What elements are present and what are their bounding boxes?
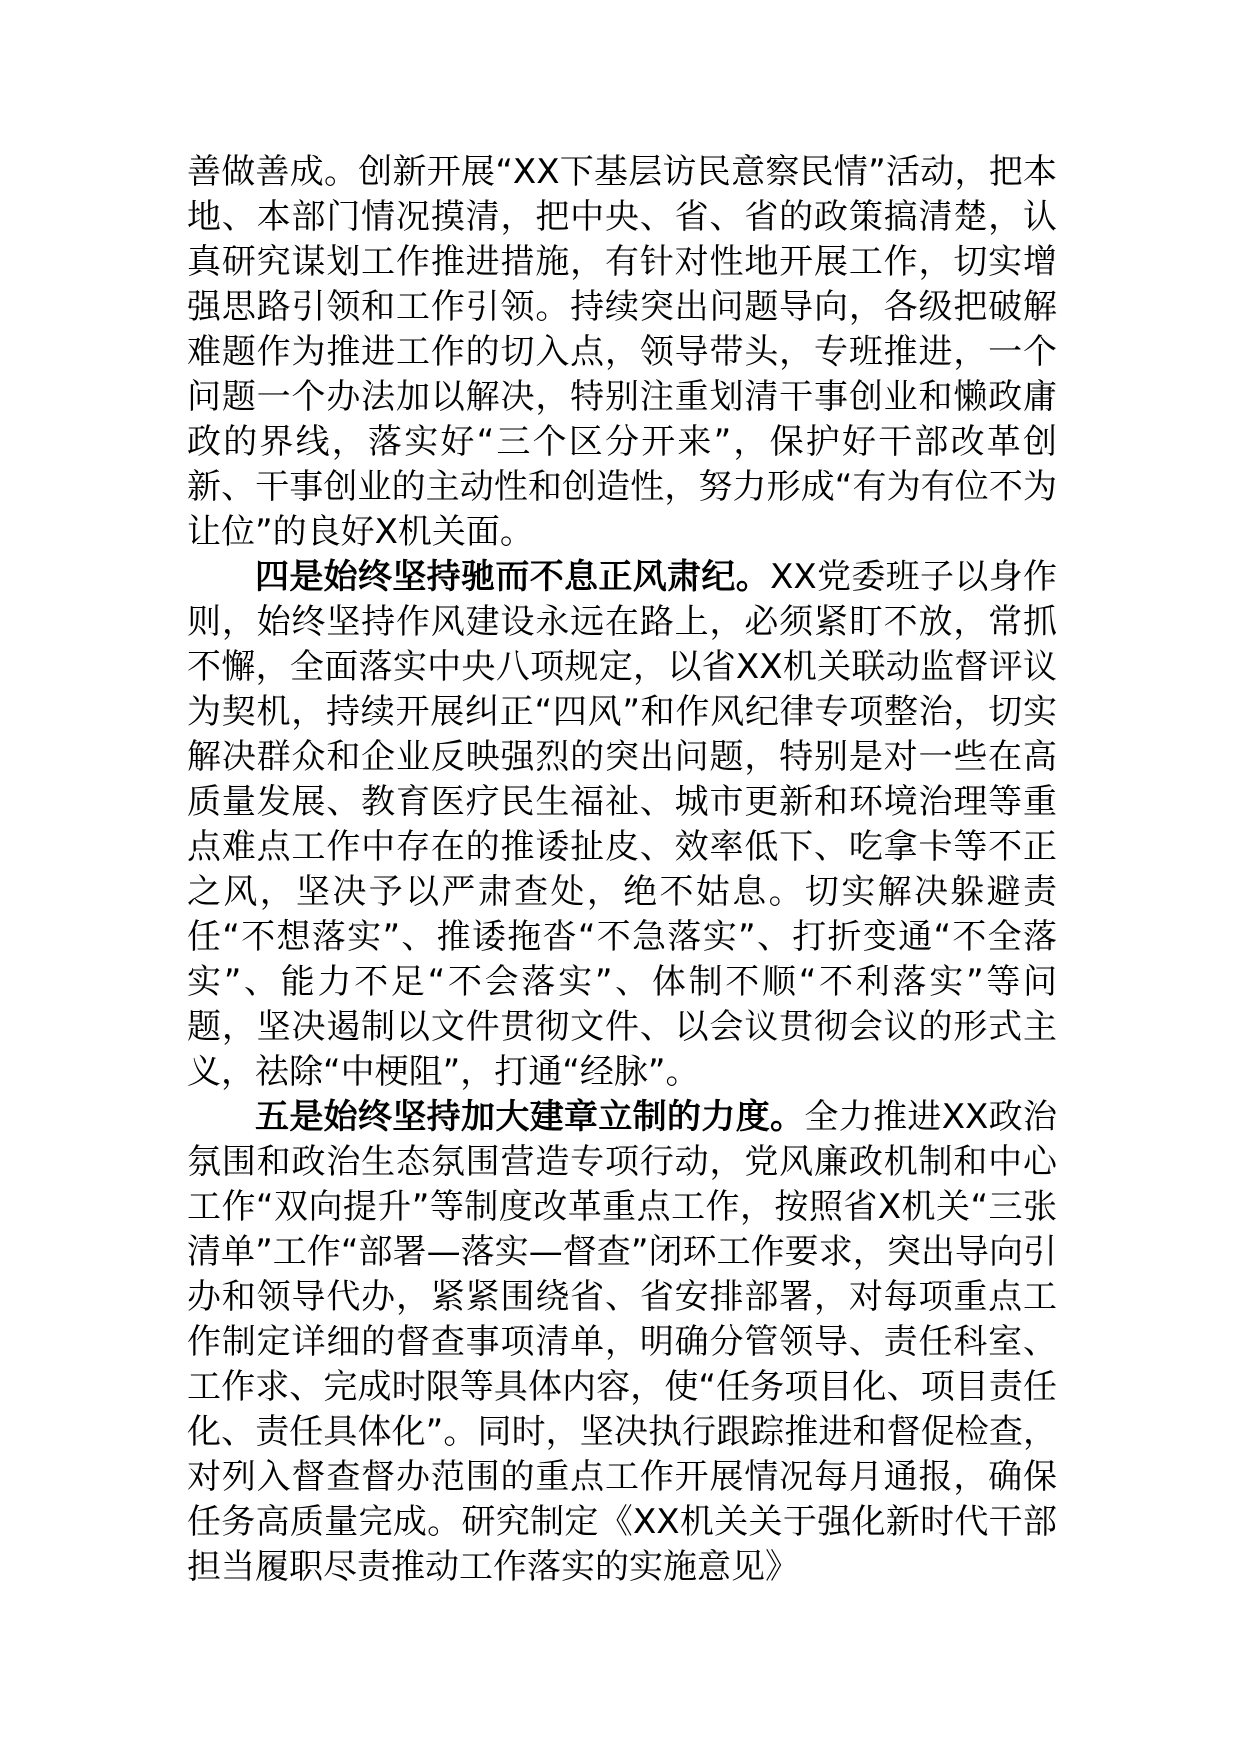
paragraph-text: 善做善成。创新开展“XX下基层访民意察民情”活动，把本地、本部门情况摸清，把中央、省、省的政策搞清楚，认真研究谋划工作推进措施，有针对性地开展工作，切实增强思路引领和工作引领。持续突出问题导向，各级把破解难题作为推进工作的切入点，领导带头，专班推进，一个问题一个办法加以解决，特别注重划清干事创业和懒政庸政的界线，落实好“三个区分开来”，保护好干部改革创新、干事创业的主动性和创造性，努力形成“有为有位不为让位”的良好X机关面。	[187, 152, 1057, 552]
paragraph-text: XX党委班子以身作则，始终坚持作风建设永远在路上，必须紧盯不放，常抓不懈，全面落实中央八项规定，以省XX机关联动监督评议为契机，持续开展纠正“四风”和作风纪律专项整治，切实解决群众和企业反映强烈的突出问题，特别是对一些在高质量发展、教育医疗民生福祉、城市更新和环境治理等重点难点工作中存在的推诿扯皮、效率低下、吃拿卡等不正之风，坚决予以严肃查处，绝不姑息。切实解决躲避责任“不想落实”、推诿拖沓“不急落实”、打折变通“不全落实”、能力不足“不会落实”、体制不顺“不利落实”等问题，坚决遏制以文件贯彻文件、以会议贯彻会议的形式主义，祛除“中梗阻”，打通“经脉”。	[187, 557, 1058, 1092]
section-heading: 五是始终坚持加大建章立制的力度。	[255, 1097, 805, 1137]
paragraph-text: 全力推进XX政治氛围和政治生态氛围营造专项行动，党风廉政机制和中心工作“双向提升”等制度改革重点工作，按照省X机关“三张清单”工作“部署—落实—督查”闭环工作要求，突出导向引办和领导代办，紧紧围绕省、省安排部署，对每项重点工作制定详细的督查事项清单，明确分管领导、责任科室、工作求、完成时限等具体内容，使“任务项目化、项目责任化、责任具体化”。同时，坚决执行跟踪推进和督促检查，对列入督查督办范围的重点工作开展情况每月通报，确保任务高质量完成。研究制定《XX机关关于强化新时代干部担当履职尽责推动工作落实的实施意见》	[187, 1097, 1057, 1587]
paragraph-section-five	[187, 1095, 1057, 1590]
document-body	[187, 150, 1057, 1590]
paragraph-continuation	[187, 150, 1057, 555]
section-heading: 四是始终坚持驰而不息正风肃纪。	[255, 557, 771, 597]
paragraph-section-four	[187, 555, 1057, 1095]
